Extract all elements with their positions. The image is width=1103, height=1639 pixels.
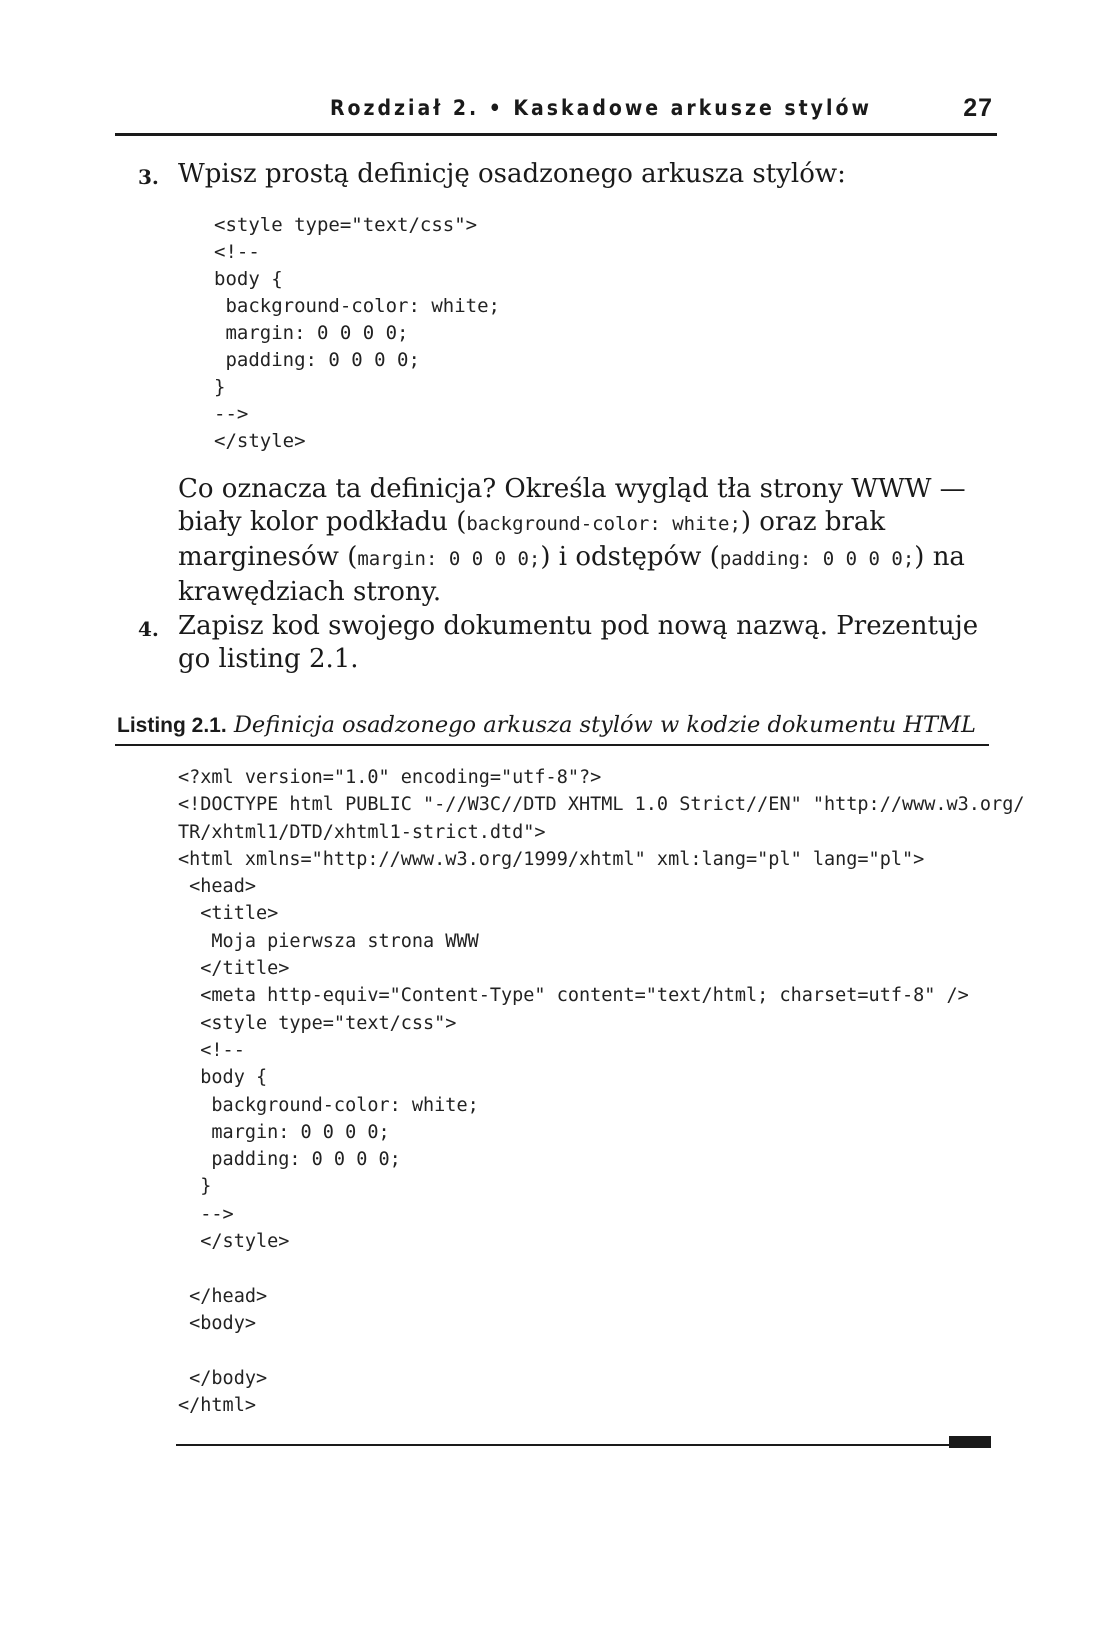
code-snippet: <style type="text/css"> <!-- body { background-color: white; margin: 0 0 0 0; padding: 0 0 0 0; } --> </style> [214,214,500,452]
listing-label: Listing 2.1. [117,714,227,737]
listing-rule [115,744,989,746]
explanation-text: ) i odstępów ( [540,542,720,572]
footer-rule [176,1444,949,1446]
step-4 [138,610,998,676]
header-rule [115,133,997,136]
explanation-text: ) na krawędziach strony. [178,542,965,607]
step-number: 3. [138,165,159,189]
listing-code: <?xml version="1.0" encoding="utf-8"?> <!DOCTYPE html PUBLIC "-//W3C//DTD XHTML 1.0 Strict//EN" "http://www.w3.org/ TR/xhtml1/DTD/xhtml1-strict.dtd"> <html xmlns="http://www.w3.org/1999/xhtml" xml:lang="pl" lang="pl"> <head> <title> Moja pierwsza strona WWW </title> <meta http-equiv="Content-Type" content="text/html; charset=utf-8" /> <style type="text/css"> <!-- body { background-color: white; margin: 0 0 0 0; padding: 0 0 0 0; } --> </style> </head> <body> </body> </html> [178,767,1025,1416]
chapter-title: Rozdział 2. • Kaskadowe arkusze stylów [330,96,872,120]
step-3 [138,158,998,191]
step-number: 4. [138,617,159,641]
listing-caption [117,712,997,738]
listing-title: Definicja osadzonego arkusza stylów w kodzie dokumentu HTML [233,712,976,738]
footer-block [949,1436,991,1448]
explanation-text: Co oznacza ta definicja? Określa wygląd tła strony WWW — biały kolor podkładu ( [178,474,966,537]
step-text: Zapisz kod swojego dokumentu pod nową nazwą. Prezentuje go listing 2.1. [178,611,979,674]
explanation-paragraph [178,473,978,609]
inline-code-margin: margin: 0 0 0 0; [357,548,541,570]
inline-code-background: background-color: white; [466,513,741,535]
step-text: Wpisz prostą definicję osadzonego arkusza stylów: [178,159,846,189]
explanation-text: ) oraz brak marginesów ( [178,507,886,572]
inline-code-padding: padding: 0 0 0 0; [719,548,915,570]
page-number: 27 [963,94,993,122]
